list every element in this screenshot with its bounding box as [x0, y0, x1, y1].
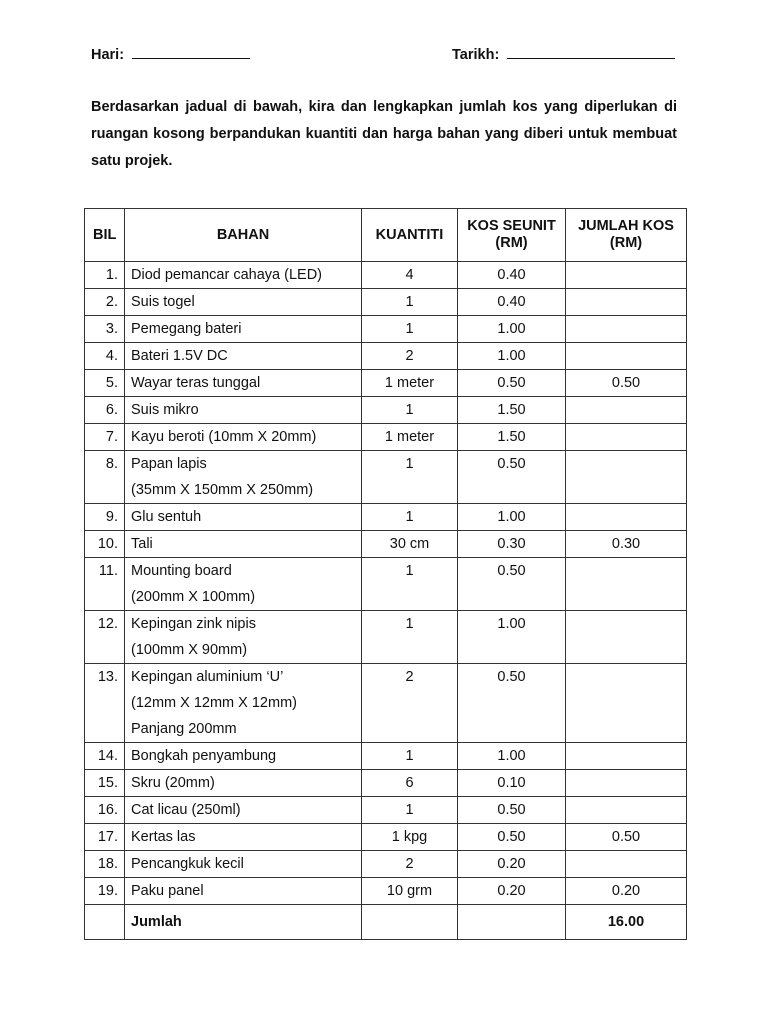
row-jumlah-kos[interactable] — [566, 664, 687, 743]
total-kos-seunit-cell — [458, 905, 566, 940]
row-kuantiti: 1 — [362, 397, 458, 424]
tarikh-field — [452, 46, 675, 63]
table-row — [85, 531, 687, 558]
row-kuantiti: 1 — [362, 504, 458, 531]
row-kuantiti: 1 — [362, 611, 458, 664]
row-bahan — [125, 878, 362, 905]
table-row — [85, 289, 687, 316]
table-body — [85, 262, 687, 905]
instructions-paragraph: Berdasarkan jadual di bawah, kira dan lengkapkan jumlah kos yang diperlukan di ruangan kosong berpandukan kuantiti dan harga bahan yang diberi untuk membuat satu projek. — [91, 99, 677, 169]
row-kos-seunit: 1.00 — [458, 316, 566, 343]
header-kos-seunit-line2: (RM) — [495, 235, 528, 251]
tarikh-label: Tarikh: — [452, 47, 500, 63]
row-jumlah-kos[interactable] — [566, 611, 687, 664]
row-kuantiti: 1 — [362, 451, 458, 504]
total-kuantiti-cell — [362, 905, 458, 940]
row-bahan-line: (35mm X 150mm X 250mm) — [131, 482, 314, 498]
table-row — [85, 316, 687, 343]
row-bahan-line: Mounting board — [131, 563, 232, 579]
row-bil: 1. — [85, 262, 125, 289]
row-bahan — [125, 504, 362, 531]
row-bil: 4. — [85, 343, 125, 370]
row-kos-seunit: 0.50 — [458, 558, 566, 611]
table-header-row — [85, 209, 687, 262]
row-bahan — [125, 316, 362, 343]
row-bahan — [125, 397, 362, 424]
row-bahan-line: Glu sentuh — [131, 509, 202, 525]
row-kos-seunit: 0.40 — [458, 262, 566, 289]
row-bahan — [125, 770, 362, 797]
row-kuantiti: 1 meter — [362, 370, 458, 397]
tarikh-blank[interactable] — [507, 46, 675, 59]
row-bil: 16. — [85, 797, 125, 824]
row-bil: 7. — [85, 424, 125, 451]
header-kuantiti: KUANTITI — [362, 209, 458, 262]
row-jumlah-kos[interactable]: 0.50 — [566, 370, 687, 397]
table-row — [85, 262, 687, 289]
row-bahan-line: Bongkah penyambung — [131, 748, 277, 764]
row-bahan — [125, 424, 362, 451]
cost-table — [84, 208, 687, 940]
row-bahan-line: Cat licau (250ml) — [131, 802, 241, 818]
table-row — [85, 611, 687, 664]
row-kuantiti: 1 — [362, 316, 458, 343]
row-bahan — [125, 611, 362, 664]
row-bahan-line: Skru (20mm) — [131, 775, 215, 791]
table-row — [85, 878, 687, 905]
table-row — [85, 424, 687, 451]
row-kos-seunit: 1.50 — [458, 397, 566, 424]
total-label: Jumlah — [125, 905, 362, 940]
row-bahan-line: Paku panel — [131, 883, 204, 899]
row-kuantiti: 1 kpg — [362, 824, 458, 851]
row-kos-seunit: 0.50 — [458, 370, 566, 397]
row-kos-seunit: 0.40 — [458, 289, 566, 316]
row-jumlah-kos[interactable]: 0.30 — [566, 531, 687, 558]
row-bil: 13. — [85, 664, 125, 743]
header-kos-seunit-line1: KOS SEUNIT — [467, 218, 556, 234]
row-kos-seunit: 1.00 — [458, 611, 566, 664]
row-kuantiti: 2 — [362, 851, 458, 878]
row-bahan-line: (200mm X 100mm) — [131, 589, 256, 605]
row-bil: 8. — [85, 451, 125, 504]
row-bahan — [125, 797, 362, 824]
table-row — [85, 558, 687, 611]
row-jumlah-kos[interactable] — [566, 262, 687, 289]
row-jumlah-kos[interactable] — [566, 851, 687, 878]
row-kos-seunit: 0.10 — [458, 770, 566, 797]
table-row — [85, 664, 687, 743]
row-kos-seunit: 0.20 — [458, 851, 566, 878]
row-bahan-line: Panjang 200mm — [131, 721, 237, 737]
row-bil: 17. — [85, 824, 125, 851]
row-bil: 19. — [85, 878, 125, 905]
row-kos-seunit: 0.30 — [458, 531, 566, 558]
row-bil: 10. — [85, 531, 125, 558]
row-bahan-line: Kepingan zink nipis — [131, 616, 256, 632]
header-jumlah-kos — [566, 209, 687, 262]
row-kuantiti: 1 — [362, 797, 458, 824]
row-bil: 11. — [85, 558, 125, 611]
row-bahan — [125, 824, 362, 851]
row-bahan — [125, 664, 362, 743]
row-kuantiti: 1 — [362, 743, 458, 770]
row-bil: 2. — [85, 289, 125, 316]
total-row — [85, 905, 687, 940]
row-kos-seunit: 0.50 — [458, 824, 566, 851]
row-kuantiti: 10 grm — [362, 878, 458, 905]
row-kuantiti: 2 — [362, 343, 458, 370]
table-row — [85, 397, 687, 424]
row-bahan-line: Kayu beroti (10mm X 20mm) — [131, 429, 317, 445]
row-bahan-line: Papan lapis — [131, 456, 207, 472]
row-kuantiti: 6 — [362, 770, 458, 797]
row-kos-seunit: 0.50 — [458, 451, 566, 504]
row-bahan — [125, 343, 362, 370]
table-row — [85, 743, 687, 770]
row-bahan-line: Kepingan aluminium ‘U’ — [131, 669, 284, 685]
header-jumlah-kos-line1: JUMLAH KOS — [578, 218, 674, 234]
row-bahan-line: Diod pemancar cahaya (LED) — [131, 267, 323, 283]
table-row — [85, 504, 687, 531]
table-row — [85, 343, 687, 370]
row-bahan-line: Bateri 1.5V DC — [131, 348, 228, 364]
row-bahan — [125, 451, 362, 504]
row-kuantiti: 1 — [362, 558, 458, 611]
row-bahan-line: Suis mikro — [131, 402, 199, 418]
row-kuantiti: 1 meter — [362, 424, 458, 451]
row-jumlah-kos[interactable] — [566, 743, 687, 770]
row-bil: 5. — [85, 370, 125, 397]
row-jumlah-kos[interactable] — [566, 424, 687, 451]
row-kuantiti: 1 — [362, 289, 458, 316]
table-row — [85, 451, 687, 504]
row-bahan-line: Kertas las — [131, 829, 196, 845]
total-value[interactable]: 16.00 — [566, 905, 687, 940]
row-jumlah-kos[interactable]: 0.20 — [566, 878, 687, 905]
row-jumlah-kos[interactable] — [566, 797, 687, 824]
row-bil: 9. — [85, 504, 125, 531]
row-jumlah-kos[interactable] — [566, 558, 687, 611]
row-jumlah-kos[interactable] — [566, 316, 687, 343]
row-bahan — [125, 289, 362, 316]
row-jumlah-kos[interactable] — [566, 289, 687, 316]
row-kos-seunit: 0.50 — [458, 797, 566, 824]
hari-label: Hari: — [91, 47, 125, 63]
row-bil: 18. — [85, 851, 125, 878]
table-row — [85, 851, 687, 878]
header-jumlah-kos-line2: (RM) — [609, 235, 643, 251]
row-bahan-line: Wayar teras tunggal — [131, 375, 261, 391]
row-bahan-line: Pencangkuk kecil — [131, 856, 244, 872]
hari-field — [91, 46, 250, 63]
row-jumlah-kos[interactable]: 0.50 — [566, 824, 687, 851]
row-kos-seunit: 1.00 — [458, 504, 566, 531]
row-kos-seunit: 1.50 — [458, 424, 566, 451]
header-bahan: BAHAN — [125, 209, 362, 262]
row-bil: 14. — [85, 743, 125, 770]
header-kos-seunit — [458, 209, 566, 262]
row-bahan-line: (12mm X 12mm X 12mm) — [131, 695, 297, 711]
header-bil: BIL — [85, 209, 125, 262]
row-bahan — [125, 743, 362, 770]
row-kuantiti: 4 — [362, 262, 458, 289]
row-bil: 15. — [85, 770, 125, 797]
row-bil: 12. — [85, 611, 125, 664]
hari-blank[interactable] — [132, 46, 250, 59]
row-bahan — [125, 370, 362, 397]
total-bil-cell — [85, 905, 125, 940]
row-jumlah-kos[interactable] — [566, 343, 687, 370]
table-row — [85, 797, 687, 824]
row-bahan — [125, 262, 362, 289]
row-kos-seunit: 1.00 — [458, 743, 566, 770]
row-kos-seunit: 0.50 — [458, 664, 566, 743]
row-bahan-line: Pemegang bateri — [131, 321, 242, 337]
row-bil: 6. — [85, 397, 125, 424]
row-jumlah-kos[interactable] — [566, 397, 687, 424]
row-bahan — [125, 531, 362, 558]
row-kuantiti: 2 — [362, 664, 458, 743]
row-bahan-line: Tali — [131, 536, 153, 552]
table-row — [85, 370, 687, 397]
table-row — [85, 770, 687, 797]
row-bahan — [125, 851, 362, 878]
row-jumlah-kos[interactable] — [566, 504, 687, 531]
row-bahan-line: (100mm X 90mm) — [131, 642, 248, 658]
table-row — [85, 824, 687, 851]
row-jumlah-kos[interactable] — [566, 770, 687, 797]
row-kos-seunit: 0.20 — [458, 878, 566, 905]
row-kos-seunit: 1.00 — [458, 343, 566, 370]
row-kuantiti: 30 cm — [362, 531, 458, 558]
row-jumlah-kos[interactable] — [566, 451, 687, 504]
row-bahan — [125, 558, 362, 611]
row-bil: 3. — [85, 316, 125, 343]
row-bahan-line: Suis togel — [131, 294, 195, 310]
